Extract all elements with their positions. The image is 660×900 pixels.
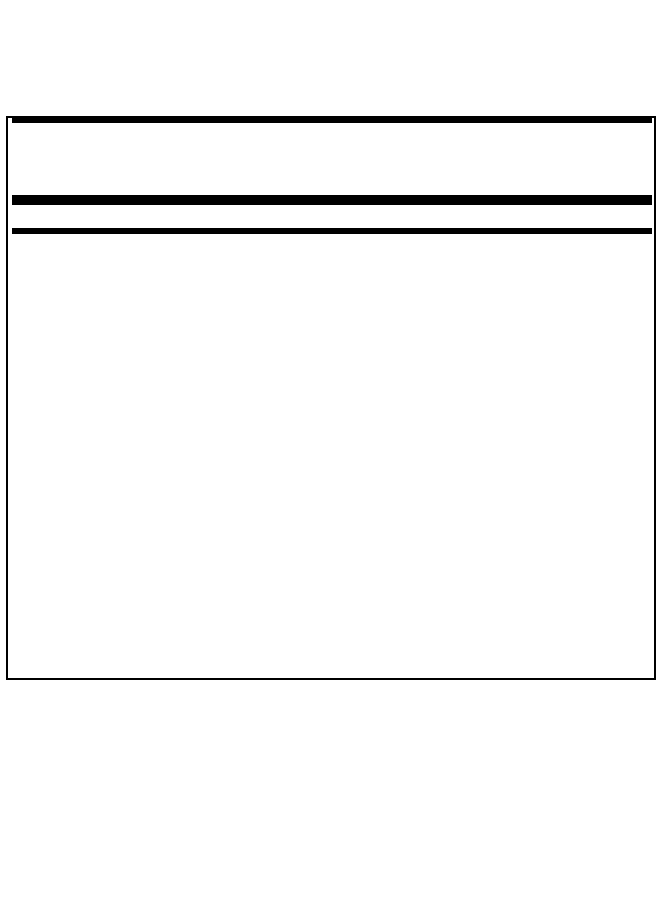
supplement-facts-panel [6, 116, 656, 680]
column-header-row [12, 207, 652, 227]
medium-divider [12, 228, 652, 234]
thick-divider-bottom [12, 118, 652, 123]
thick-divider-top [12, 195, 652, 205]
